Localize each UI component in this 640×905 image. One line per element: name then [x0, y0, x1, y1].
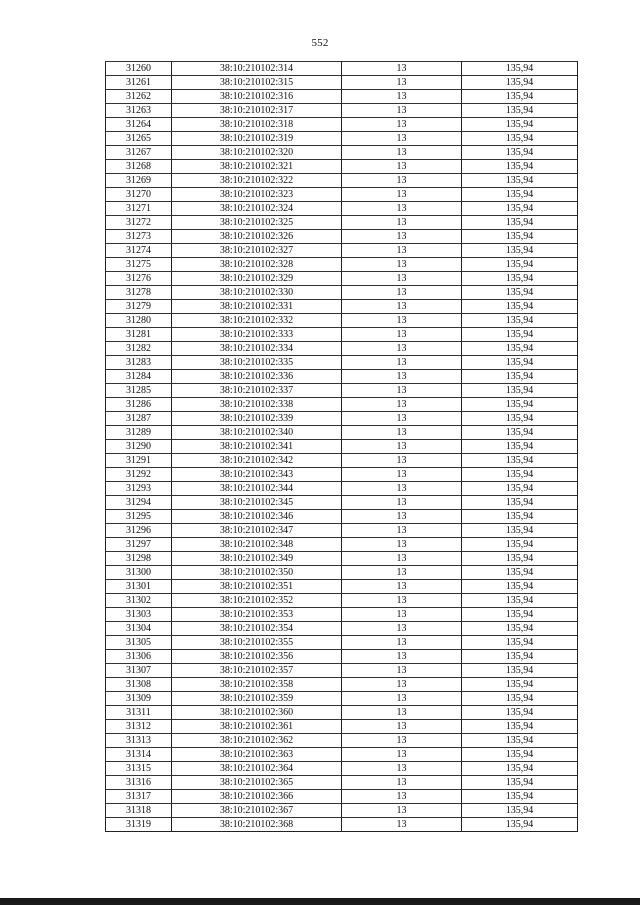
- value-cell: 135,94: [462, 202, 578, 216]
- record-number-cell: 31307: [106, 664, 172, 678]
- cadastral-number-cell: 38:10:210102:318: [172, 118, 342, 132]
- value-cell: 135,94: [462, 440, 578, 454]
- record-number-cell: 31315: [106, 762, 172, 776]
- quantity-cell: 13: [342, 328, 462, 342]
- cadastral-number-cell: 38:10:210102:337: [172, 384, 342, 398]
- record-number-cell: 31317: [106, 790, 172, 804]
- value-cell: 135,94: [462, 90, 578, 104]
- quantity-cell: 13: [342, 762, 462, 776]
- value-cell: 135,94: [462, 216, 578, 230]
- cadastral-number-cell: 38:10:210102:315: [172, 76, 342, 90]
- cadastral-number-cell: 38:10:210102:316: [172, 90, 342, 104]
- cadastral-number-cell: 38:10:210102:359: [172, 692, 342, 706]
- value-cell: 135,94: [462, 356, 578, 370]
- registry-table: [105, 61, 578, 832]
- value-cell: 135,94: [462, 608, 578, 622]
- cadastral-number-cell: 38:10:210102:354: [172, 622, 342, 636]
- record-number-cell: 31261: [106, 76, 172, 90]
- value-cell: 135,94: [462, 776, 578, 790]
- value-cell: 135,94: [462, 118, 578, 132]
- value-cell: 135,94: [462, 258, 578, 272]
- quantity-cell: 13: [342, 384, 462, 398]
- value-cell: 135,94: [462, 566, 578, 580]
- value-cell: 135,94: [462, 692, 578, 706]
- quantity-cell: 13: [342, 76, 462, 90]
- cadastral-number-cell: 38:10:210102:335: [172, 356, 342, 370]
- value-cell: 135,94: [462, 510, 578, 524]
- record-number-cell: 31275: [106, 258, 172, 272]
- cadastral-number-cell: 38:10:210102:356: [172, 650, 342, 664]
- table-row: [106, 342, 578, 356]
- record-number-cell: 31312: [106, 720, 172, 734]
- quantity-cell: 13: [342, 90, 462, 104]
- record-number-cell: 31284: [106, 370, 172, 384]
- record-number-cell: 31291: [106, 454, 172, 468]
- quantity-cell: 13: [342, 692, 462, 706]
- cadastral-number-cell: 38:10:210102:361: [172, 720, 342, 734]
- table-row: [106, 552, 578, 566]
- record-number-cell: 31268: [106, 160, 172, 174]
- value-cell: 135,94: [462, 664, 578, 678]
- table-row: [106, 454, 578, 468]
- cadastral-number-cell: 38:10:210102:324: [172, 202, 342, 216]
- record-number-cell: 31262: [106, 90, 172, 104]
- table-row: [106, 678, 578, 692]
- cadastral-number-cell: 38:10:210102:319: [172, 132, 342, 146]
- value-cell: 135,94: [462, 468, 578, 482]
- value-cell: 135,94: [462, 580, 578, 594]
- table-row: [106, 188, 578, 202]
- cadastral-number-cell: 38:10:210102:363: [172, 748, 342, 762]
- cadastral-number-cell: 38:10:210102:342: [172, 454, 342, 468]
- value-cell: 135,94: [462, 328, 578, 342]
- record-number-cell: 31319: [106, 818, 172, 832]
- quantity-cell: 13: [342, 356, 462, 370]
- quantity-cell: 13: [342, 818, 462, 832]
- quantity-cell: 13: [342, 398, 462, 412]
- record-number-cell: 31285: [106, 384, 172, 398]
- record-number-cell: 31271: [106, 202, 172, 216]
- quantity-cell: 13: [342, 580, 462, 594]
- cadastral-number-cell: 38:10:210102:329: [172, 272, 342, 286]
- record-number-cell: 31273: [106, 230, 172, 244]
- cadastral-number-cell: 38:10:210102:349: [172, 552, 342, 566]
- table-row: [106, 734, 578, 748]
- cadastral-number-cell: 38:10:210102:333: [172, 328, 342, 342]
- table-row: [106, 692, 578, 706]
- table-row: [106, 286, 578, 300]
- registry-table-body: [106, 62, 578, 832]
- scan-bottom-edge: [0, 898, 640, 905]
- cadastral-number-cell: 38:10:210102:355: [172, 636, 342, 650]
- value-cell: 135,94: [462, 384, 578, 398]
- table-row: [106, 440, 578, 454]
- table-row: [106, 412, 578, 426]
- table-row: [106, 328, 578, 342]
- value-cell: 135,94: [462, 706, 578, 720]
- quantity-cell: 13: [342, 342, 462, 356]
- value-cell: 135,94: [462, 552, 578, 566]
- cadastral-number-cell: 38:10:210102:367: [172, 804, 342, 818]
- quantity-cell: 13: [342, 804, 462, 818]
- page-number: 552: [311, 37, 329, 49]
- cadastral-number-cell: 38:10:210102:357: [172, 664, 342, 678]
- table-row: [106, 622, 578, 636]
- cadastral-number-cell: 38:10:210102:321: [172, 160, 342, 174]
- value-cell: 135,94: [462, 762, 578, 776]
- table-row: [106, 132, 578, 146]
- value-cell: 135,94: [462, 174, 578, 188]
- quantity-cell: 13: [342, 664, 462, 678]
- value-cell: 135,94: [462, 300, 578, 314]
- cadastral-number-cell: 38:10:210102:341: [172, 440, 342, 454]
- quantity-cell: 13: [342, 482, 462, 496]
- value-cell: 135,94: [462, 146, 578, 160]
- cadastral-number-cell: 38:10:210102:326: [172, 230, 342, 244]
- cadastral-number-cell: 38:10:210102:343: [172, 468, 342, 482]
- record-number-cell: 31281: [106, 328, 172, 342]
- table-row: [106, 510, 578, 524]
- record-number-cell: 31279: [106, 300, 172, 314]
- quantity-cell: 13: [342, 524, 462, 538]
- table-row: [106, 174, 578, 188]
- record-number-cell: 31308: [106, 678, 172, 692]
- quantity-cell: 13: [342, 272, 462, 286]
- cadastral-number-cell: 38:10:210102:317: [172, 104, 342, 118]
- quantity-cell: 13: [342, 412, 462, 426]
- quantity-cell: 13: [342, 174, 462, 188]
- record-number-cell: 31282: [106, 342, 172, 356]
- quantity-cell: 13: [342, 552, 462, 566]
- record-number-cell: 31260: [106, 62, 172, 76]
- value-cell: 135,94: [462, 286, 578, 300]
- table-row: [106, 314, 578, 328]
- cadastral-number-cell: 38:10:210102:358: [172, 678, 342, 692]
- cadastral-number-cell: 38:10:210102:345: [172, 496, 342, 510]
- quantity-cell: 13: [342, 230, 462, 244]
- table-row: [106, 384, 578, 398]
- value-cell: 135,94: [462, 720, 578, 734]
- table-row: [106, 230, 578, 244]
- table-row: [106, 580, 578, 594]
- quantity-cell: 13: [342, 62, 462, 76]
- table-row: [106, 76, 578, 90]
- value-cell: 135,94: [462, 678, 578, 692]
- record-number-cell: 31292: [106, 468, 172, 482]
- quantity-cell: 13: [342, 608, 462, 622]
- cadastral-number-cell: 38:10:210102:344: [172, 482, 342, 496]
- quantity-cell: 13: [342, 216, 462, 230]
- cadastral-number-cell: 38:10:210102:322: [172, 174, 342, 188]
- quantity-cell: 13: [342, 258, 462, 272]
- table-row: [106, 104, 578, 118]
- value-cell: 135,94: [462, 244, 578, 258]
- value-cell: 135,94: [462, 454, 578, 468]
- quantity-cell: 13: [342, 622, 462, 636]
- record-number-cell: 31267: [106, 146, 172, 160]
- value-cell: 135,94: [462, 818, 578, 832]
- quantity-cell: 13: [342, 370, 462, 384]
- table-row: [106, 720, 578, 734]
- record-number-cell: 31305: [106, 636, 172, 650]
- record-number-cell: 31311: [106, 706, 172, 720]
- quantity-cell: 13: [342, 202, 462, 216]
- quantity-cell: 13: [342, 720, 462, 734]
- cadastral-number-cell: 38:10:210102:362: [172, 734, 342, 748]
- value-cell: 135,94: [462, 524, 578, 538]
- quantity-cell: 13: [342, 678, 462, 692]
- value-cell: 135,94: [462, 272, 578, 286]
- table-row: [106, 538, 578, 552]
- cadastral-number-cell: 38:10:210102:330: [172, 286, 342, 300]
- cadastral-number-cell: 38:10:210102:336: [172, 370, 342, 384]
- table-row: [106, 62, 578, 76]
- table-row: [106, 524, 578, 538]
- record-number-cell: 31280: [106, 314, 172, 328]
- table-row: [106, 482, 578, 496]
- quantity-cell: 13: [342, 538, 462, 552]
- cadastral-number-cell: 38:10:210102:339: [172, 412, 342, 426]
- record-number-cell: 31278: [106, 286, 172, 300]
- table-row: [106, 370, 578, 384]
- record-number-cell: 31293: [106, 482, 172, 496]
- value-cell: 135,94: [462, 734, 578, 748]
- table-row: [106, 160, 578, 174]
- value-cell: 135,94: [462, 482, 578, 496]
- value-cell: 135,94: [462, 62, 578, 76]
- cadastral-number-cell: 38:10:210102:325: [172, 216, 342, 230]
- quantity-cell: 13: [342, 510, 462, 524]
- value-cell: 135,94: [462, 650, 578, 664]
- cadastral-number-cell: 38:10:210102:350: [172, 566, 342, 580]
- record-number-cell: 31269: [106, 174, 172, 188]
- cadastral-number-cell: 38:10:210102:314: [172, 62, 342, 76]
- cadastral-number-cell: 38:10:210102:338: [172, 398, 342, 412]
- quantity-cell: 13: [342, 160, 462, 174]
- quantity-cell: 13: [342, 734, 462, 748]
- table-row: [106, 146, 578, 160]
- quantity-cell: 13: [342, 454, 462, 468]
- cadastral-number-cell: 38:10:210102:346: [172, 510, 342, 524]
- value-cell: 135,94: [462, 370, 578, 384]
- quantity-cell: 13: [342, 118, 462, 132]
- record-number-cell: 31298: [106, 552, 172, 566]
- value-cell: 135,94: [462, 622, 578, 636]
- record-number-cell: 31300: [106, 566, 172, 580]
- record-number-cell: 31314: [106, 748, 172, 762]
- cadastral-number-cell: 38:10:210102:331: [172, 300, 342, 314]
- value-cell: 135,94: [462, 496, 578, 510]
- cadastral-number-cell: 38:10:210102:364: [172, 762, 342, 776]
- record-number-cell: 31265: [106, 132, 172, 146]
- cadastral-number-cell: 38:10:210102:353: [172, 608, 342, 622]
- record-number-cell: 31301: [106, 580, 172, 594]
- value-cell: 135,94: [462, 594, 578, 608]
- table-row: [106, 776, 578, 790]
- quantity-cell: 13: [342, 314, 462, 328]
- quantity-cell: 13: [342, 132, 462, 146]
- cadastral-number-cell: 38:10:210102:351: [172, 580, 342, 594]
- record-number-cell: 31274: [106, 244, 172, 258]
- record-number-cell: 31302: [106, 594, 172, 608]
- record-number-cell: 31286: [106, 398, 172, 412]
- quantity-cell: 13: [342, 104, 462, 118]
- table-row: [106, 594, 578, 608]
- value-cell: 135,94: [462, 160, 578, 174]
- quantity-cell: 13: [342, 748, 462, 762]
- quantity-cell: 13: [342, 146, 462, 160]
- table-row: [106, 118, 578, 132]
- value-cell: 135,94: [462, 188, 578, 202]
- table-row: [106, 664, 578, 678]
- record-number-cell: 31264: [106, 118, 172, 132]
- cadastral-number-cell: 38:10:210102:323: [172, 188, 342, 202]
- record-number-cell: 31295: [106, 510, 172, 524]
- quantity-cell: 13: [342, 650, 462, 664]
- table-row: [106, 202, 578, 216]
- quantity-cell: 13: [342, 440, 462, 454]
- cadastral-number-cell: 38:10:210102:340: [172, 426, 342, 440]
- table-row: [106, 818, 578, 832]
- record-number-cell: 31276: [106, 272, 172, 286]
- quantity-cell: 13: [342, 468, 462, 482]
- table-row: [106, 398, 578, 412]
- quantity-cell: 13: [342, 636, 462, 650]
- record-number-cell: 31289: [106, 426, 172, 440]
- record-number-cell: 31290: [106, 440, 172, 454]
- table-row: [106, 762, 578, 776]
- table-row: [106, 496, 578, 510]
- quantity-cell: 13: [342, 594, 462, 608]
- table-row: [106, 426, 578, 440]
- quantity-cell: 13: [342, 496, 462, 510]
- cadastral-number-cell: 38:10:210102:352: [172, 594, 342, 608]
- cadastral-number-cell: 38:10:210102:320: [172, 146, 342, 160]
- value-cell: 135,94: [462, 398, 578, 412]
- value-cell: 135,94: [462, 132, 578, 146]
- value-cell: 135,94: [462, 748, 578, 762]
- record-number-cell: 31287: [106, 412, 172, 426]
- quantity-cell: 13: [342, 426, 462, 440]
- record-number-cell: 31309: [106, 692, 172, 706]
- quantity-cell: 13: [342, 566, 462, 580]
- cadastral-number-cell: 38:10:210102:368: [172, 818, 342, 832]
- value-cell: 135,94: [462, 790, 578, 804]
- table-row: [106, 790, 578, 804]
- quantity-cell: 13: [342, 188, 462, 202]
- table-row: [106, 804, 578, 818]
- record-number-cell: 31306: [106, 650, 172, 664]
- table-row: [106, 272, 578, 286]
- table-row: [106, 244, 578, 258]
- value-cell: 135,94: [462, 342, 578, 356]
- cadastral-number-cell: 38:10:210102:360: [172, 706, 342, 720]
- table-row: [106, 608, 578, 622]
- record-number-cell: 31296: [106, 524, 172, 538]
- cadastral-number-cell: 38:10:210102:328: [172, 258, 342, 272]
- value-cell: 135,94: [462, 804, 578, 818]
- cadastral-number-cell: 38:10:210102:332: [172, 314, 342, 328]
- quantity-cell: 13: [342, 776, 462, 790]
- value-cell: 135,94: [462, 538, 578, 552]
- value-cell: 135,94: [462, 230, 578, 244]
- value-cell: 135,94: [462, 76, 578, 90]
- record-number-cell: 31263: [106, 104, 172, 118]
- quantity-cell: 13: [342, 300, 462, 314]
- table-row: [106, 258, 578, 272]
- value-cell: 135,94: [462, 412, 578, 426]
- value-cell: 135,94: [462, 104, 578, 118]
- table-row: [106, 356, 578, 370]
- value-cell: 135,94: [462, 426, 578, 440]
- table-row: [106, 636, 578, 650]
- record-number-cell: 31318: [106, 804, 172, 818]
- cadastral-number-cell: 38:10:210102:365: [172, 776, 342, 790]
- cadastral-number-cell: 38:10:210102:348: [172, 538, 342, 552]
- record-number-cell: 31303: [106, 608, 172, 622]
- record-number-cell: 31272: [106, 216, 172, 230]
- record-number-cell: 31270: [106, 188, 172, 202]
- table-row: [106, 748, 578, 762]
- cadastral-number-cell: 38:10:210102:347: [172, 524, 342, 538]
- table-row: [106, 566, 578, 580]
- cadastral-number-cell: 38:10:210102:334: [172, 342, 342, 356]
- record-number-cell: 31304: [106, 622, 172, 636]
- record-number-cell: 31297: [106, 538, 172, 552]
- table-row: [106, 706, 578, 720]
- quantity-cell: 13: [342, 286, 462, 300]
- value-cell: 135,94: [462, 314, 578, 328]
- record-number-cell: 31313: [106, 734, 172, 748]
- cadastral-number-cell: 38:10:210102:327: [172, 244, 342, 258]
- quantity-cell: 13: [342, 790, 462, 804]
- record-number-cell: 31316: [106, 776, 172, 790]
- value-cell: 135,94: [462, 636, 578, 650]
- record-number-cell: 31294: [106, 496, 172, 510]
- quantity-cell: 13: [342, 706, 462, 720]
- table-row: [106, 90, 578, 104]
- table-row: [106, 216, 578, 230]
- table-row: [106, 468, 578, 482]
- record-number-cell: 31283: [106, 356, 172, 370]
- table-row: [106, 650, 578, 664]
- cadastral-number-cell: 38:10:210102:366: [172, 790, 342, 804]
- quantity-cell: 13: [342, 244, 462, 258]
- table-row: [106, 300, 578, 314]
